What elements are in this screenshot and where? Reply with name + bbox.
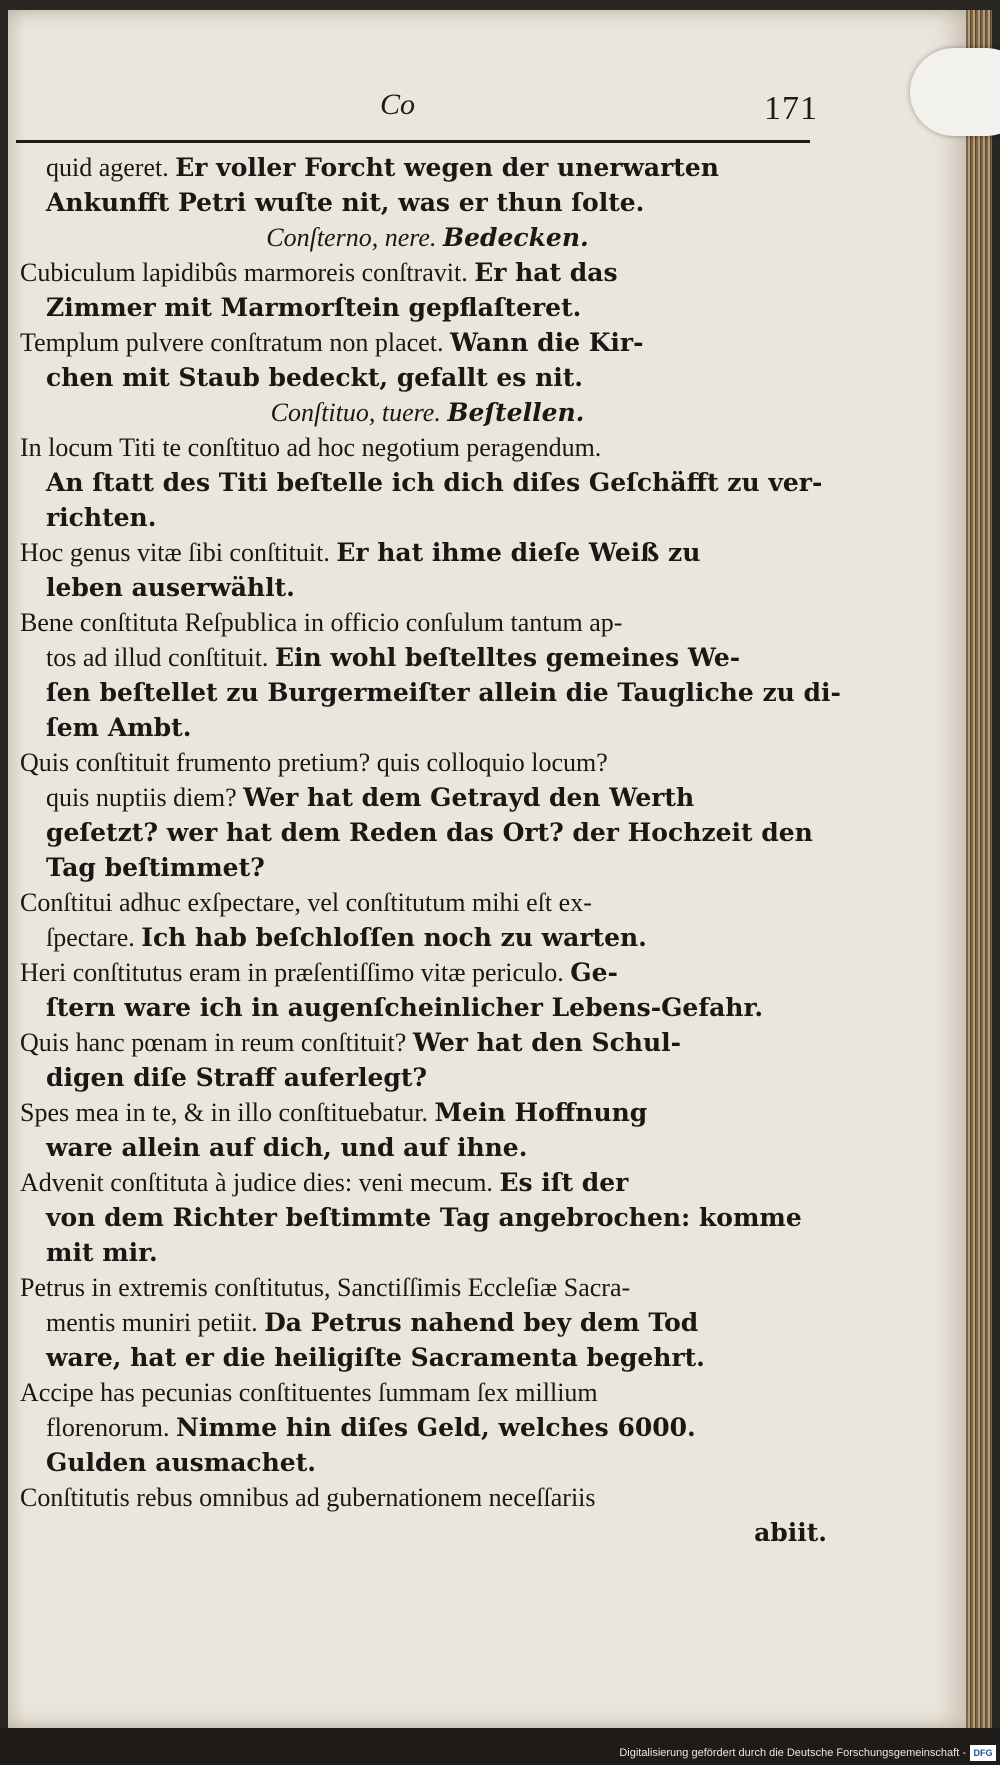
dictionary-entry [20, 1480, 835, 1550]
header-rule [16, 140, 810, 143]
text-line [20, 360, 835, 395]
german-text: Nimme hin diſes Geld, welches 6000. [175, 1413, 696, 1442]
text-line [20, 325, 835, 360]
page-number: 171 [764, 90, 818, 127]
dfg-logo: DFG [970, 1745, 996, 1761]
dictionary-entry [20, 430, 835, 535]
text-line [20, 430, 835, 465]
dictionary-entry [20, 1270, 835, 1375]
german-text: geſetzt? wer hat dem Reden das Ort? der Hochzeit den [46, 818, 813, 847]
german-text: abiit. [754, 1518, 827, 1547]
german-text: ſem Ambt. [46, 713, 192, 742]
latin-text: tos ad illud conſtituit. [46, 643, 275, 672]
text-line [20, 290, 835, 325]
text-line [20, 150, 835, 185]
text-line [20, 920, 835, 955]
german-text: Ein wohl beſtelltes gemeines We- [274, 643, 741, 672]
german-text: Tag beſtimmet? [46, 853, 265, 882]
latin-text: Conſtituo, tuere. [270, 398, 448, 427]
text-line [20, 1410, 835, 1445]
latin-text: Advenit conſtituta à judice dies: veni mecum. [20, 1168, 500, 1197]
dictionary-entry [20, 745, 835, 885]
text-line [20, 675, 841, 710]
german-text: An ſtatt des Titi beſtelle ich dich diſes Geſchäfft zu ver- [46, 468, 823, 497]
latin-text: mentis muniri petiit. [46, 1308, 265, 1337]
text-line [20, 605, 835, 640]
text-line [20, 1515, 835, 1550]
text-line [20, 1305, 835, 1340]
text-line [20, 885, 835, 920]
dictionary-entry [20, 255, 835, 325]
dictionary-entry [20, 395, 835, 430]
latin-text: quid ageret. [46, 153, 176, 182]
latin-text: Spes mea in te, & in illo conſtituebatur. [20, 1098, 435, 1127]
text-line [20, 1375, 835, 1410]
latin-text: Cubiculum lapidibûs marmoreis conſtravit. [20, 258, 475, 287]
german-text: ware allein auf dich, und auf ihne. [46, 1133, 528, 1162]
text-line [20, 220, 835, 255]
german-text: Zimmer mit Marmorſtein gepflaſteret. [46, 293, 582, 322]
text-line [20, 1235, 835, 1270]
text-line [20, 535, 835, 570]
text-line [20, 500, 835, 535]
german-text: Er voller Forcht wegen der unerwarten [175, 153, 719, 182]
digitization-credit: Digitalisierung gefördert durch die Deutsche Forschungsgemeinschaft - [619, 1747, 966, 1759]
german-text: Ich hab beſchloſſen noch zu warten. [141, 923, 647, 952]
text-line [20, 780, 835, 815]
german-text: Mein Hoffnung [434, 1098, 648, 1127]
text-line [20, 640, 835, 675]
german-text: Ankunfft Petri wuſte nit, was er thun ſolte. [46, 188, 645, 217]
german-text: chen mit Staub bedeckt, gefallt es nit. [46, 363, 584, 392]
latin-text: florenorum. [46, 1413, 176, 1442]
latin-text: Conſterno, nere. [266, 223, 443, 252]
text-line [20, 255, 835, 290]
german-text: richten. [46, 503, 157, 532]
latin-text: Conſtitui adhuc exſpectare, vel conſtitutum mihi eſt ex- [20, 888, 592, 917]
latin-text: Templum pulvere conſtratum non placet. [20, 328, 450, 357]
text-line [20, 1340, 835, 1375]
text-line [20, 1130, 835, 1165]
text-line [20, 185, 835, 220]
dictionary-entry [20, 1375, 835, 1480]
page-edges [966, 10, 992, 1728]
german-text: mit mir. [46, 1238, 158, 1267]
text-line [20, 395, 835, 430]
german-text: ſen beſtellet zu Burgermeiſter allein die Taugliche zu di- [46, 678, 841, 707]
latin-text: quis nuptiis diem? [46, 783, 244, 812]
text-line [20, 745, 835, 780]
footer-strip [0, 1728, 1000, 1765]
german-text: ſtern ware ich in augenſcheinlicher Lebens-Gefahr. [46, 993, 764, 1022]
text-line [20, 850, 835, 885]
german-text: Es iſt der [499, 1168, 629, 1197]
text-line [20, 1095, 835, 1130]
german-text: Wer hat dem Getrayd den Werth [243, 783, 695, 812]
page-header [22, 88, 818, 128]
latin-text: Bene conſtituta Reſpublica in officio conſulum tantum ap- [20, 608, 623, 637]
text-line [20, 990, 835, 1025]
german-text: von dem Richter beſtimmte Tag angebrochen: komme [46, 1203, 802, 1232]
dictionary-entry [20, 605, 841, 745]
latin-text: Hoc genus vitæ ſibi conſtituit. [20, 538, 337, 567]
german-text: Beſtellen. [447, 398, 585, 427]
latin-text: ſpectare. [46, 923, 142, 952]
german-text: ware, hat er die heiligiſte Sacramenta begehrt. [46, 1343, 705, 1372]
german-text: Da Petrus nahend bey dem Tod [264, 1308, 699, 1337]
text-line [20, 570, 835, 605]
text-line [20, 1060, 835, 1095]
dictionary-text [20, 150, 841, 1550]
latin-text: In locum Titi te conſtituo ad hoc negotium peragendum. [20, 433, 602, 462]
german-text: Wann die Kir- [449, 328, 644, 357]
german-text: Ge- [570, 958, 618, 987]
text-line [20, 1445, 835, 1480]
text-line [20, 1165, 835, 1200]
dictionary-entry [20, 955, 835, 1025]
german-text: Wer hat den Schul- [412, 1028, 682, 1057]
running-head: Co [380, 88, 416, 121]
page-tab [910, 48, 1000, 136]
latin-text: Quis hanc pœnam in reum conſtituit? [20, 1028, 413, 1057]
dictionary-entry [20, 1095, 835, 1165]
dictionary-entry [20, 1165, 835, 1270]
text-line [20, 815, 835, 850]
latin-text: Quis conſtituit frumento pretium? quis colloquio locum? [20, 748, 608, 777]
text-line [20, 1200, 835, 1235]
latin-text: Accipe has pecunias conſtituentes ſummam ſex millium [20, 1378, 598, 1407]
dictionary-entry [20, 220, 835, 255]
dictionary-entry [20, 535, 835, 605]
text-line [20, 1480, 835, 1515]
german-text: digen diſe Straff auferlegt? [46, 1063, 428, 1092]
text-line [20, 710, 835, 745]
latin-text: Conſtitutis rebus omnibus ad gubernationem neceſſariis [20, 1483, 596, 1512]
text-line [20, 1025, 835, 1060]
german-text: Bedecken. [442, 223, 589, 252]
latin-text: Heri conſtitutus eram in præſentiſſimo vitæ periculo. [20, 958, 571, 987]
dictionary-entry [20, 1025, 835, 1095]
german-text: Er hat ihme dieſe Weiß zu [336, 538, 701, 567]
german-text: leben auserwählt. [46, 573, 295, 602]
text-line [20, 1270, 835, 1305]
dictionary-entry [20, 150, 835, 220]
dictionary-entry [20, 885, 835, 955]
text-line [20, 955, 835, 990]
latin-text: Petrus in extremis conſtitutus, Sanctiſſimis Eccleſiæ Sacra- [20, 1273, 631, 1302]
german-text: Gulden ausmachet. [46, 1448, 316, 1477]
german-text: Er hat das [474, 258, 618, 287]
text-line [20, 465, 835, 500]
dictionary-entry [20, 325, 835, 395]
